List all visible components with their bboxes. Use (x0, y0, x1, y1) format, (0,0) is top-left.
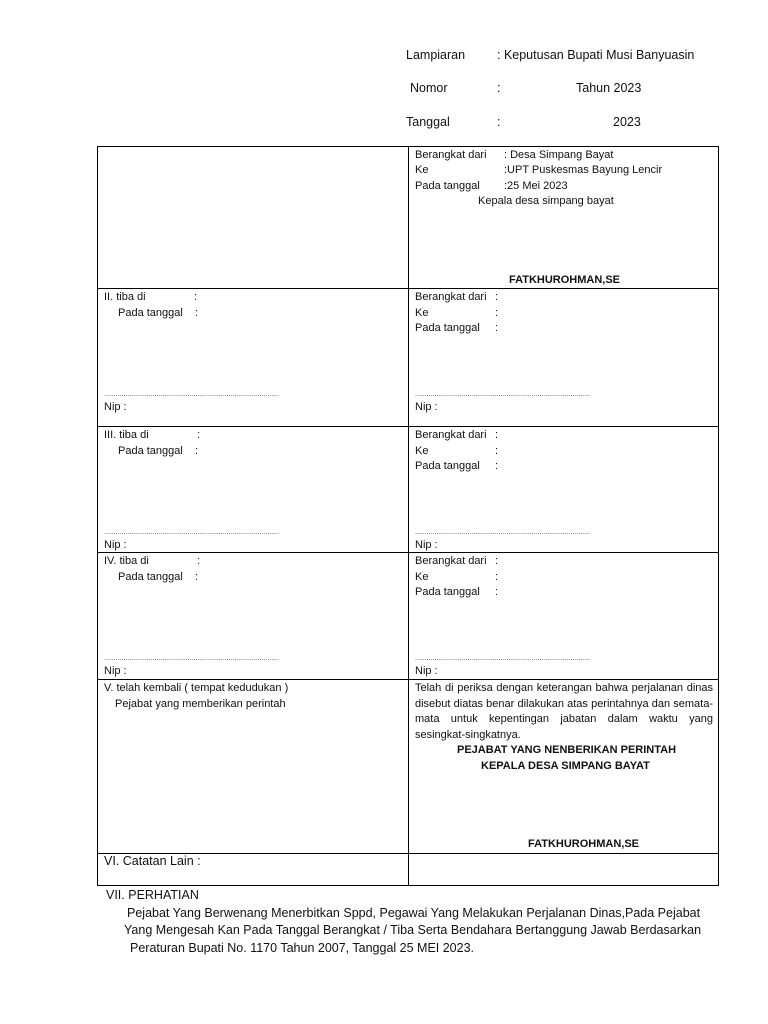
nip-label: Nip : (415, 665, 438, 677)
stop-iii-left-cell (98, 427, 409, 553)
stop-iv-right-cell (409, 553, 718, 680)
berangkat-label: Berangkat dari (415, 149, 487, 161)
stop-ii-left-cell (98, 289, 409, 427)
tiba-di-colon: : (197, 555, 201, 567)
lampiran-label: Lampiaran (406, 48, 466, 62)
pada-tanggal-colon: : (495, 322, 499, 334)
signature-line: .......................................................................................... (104, 655, 280, 662)
tiba-di-label: II. tiba di (104, 291, 146, 303)
signature-line: .......................................................................................... (104, 529, 280, 536)
ke-colon: : (495, 571, 499, 583)
section-vi-right-cell (409, 854, 718, 885)
authority-title: PEJABAT YANG NENBERIKAN PERINTAH (457, 744, 677, 756)
tanggal-label: Tanggal (406, 115, 450, 129)
ke-label: Ke (415, 307, 429, 319)
nomor-label: Nomor (410, 81, 448, 95)
row1-left-cell (98, 147, 409, 289)
perhatian-line-2: Yang Mengesah Kan Pada Tanggal Berangkat / Tiba Serta Bendahara Bertanggung Jawab Berdasarkan (124, 923, 702, 937)
tanggal-value: 2023 (613, 115, 641, 129)
tiba-di-colon: : (197, 429, 201, 441)
pada-tanggal-label: Pada tanggal (415, 180, 480, 192)
row1-right-cell (409, 147, 718, 289)
pejabat-label: Pejabat yang memberikan perintah (115, 698, 286, 710)
telah-kembali-label: V. telah kembali ( tempat kedudukan ) (104, 682, 289, 694)
section-vi-left-cell (98, 854, 409, 885)
pada-tanggal-colon: : (495, 460, 499, 472)
pada-tanggal-label: Pada tanggal (415, 460, 480, 472)
berangkat-colon: : (495, 429, 499, 441)
ke-colon: : (495, 445, 499, 457)
signature-line: .......................................................................................... (415, 529, 591, 536)
stop-ii-right-cell (409, 289, 718, 427)
signature-line: .......................................................................................... (104, 391, 280, 398)
ke-label: Ke (415, 164, 429, 176)
perhatian-line-3: Peraturan Bupati No. 1170 Tahun 2007, Tanggal 25 MEI 2023. (130, 941, 475, 955)
pada-tanggal-colon: : (195, 307, 199, 319)
tanggal-colon: : (497, 115, 501, 129)
signature-line: .......................................................................................... (415, 391, 591, 398)
perhatian-heading: VII. PERHATIAN (106, 888, 199, 902)
catatan-lain-label: VI. Catatan Lain : (104, 854, 201, 868)
section-v-left-cell (98, 680, 409, 854)
ke-colon: : (495, 307, 499, 319)
verification-statement: Telah di periksa dengan keterangan bahwa perjalanan dinas disebut diatas benar dilakukan atas perintahnya dan semata-mata untuk kepentingan jabatan dalam waktu yang sesingkat-singkatnya. (415, 682, 713, 741)
section-v-right-cell (409, 680, 718, 854)
nomor-colon: : (497, 81, 501, 95)
pada-tanggal-value: :25 Mei 2023 (504, 180, 568, 192)
nip-label: Nip : (415, 401, 438, 413)
travel-table (97, 146, 719, 886)
berangkat-label: Berangkat dari (415, 291, 487, 303)
perhatian-line-1: Pejabat Yang Berwenang Menerbitkan Sppd, Pegawai Yang Melakukan Perjalanan Dinas,Pada Pejabat (127, 906, 701, 920)
nip-label: Nip : (415, 539, 438, 551)
pada-tanggal-label: Pada tanggal (118, 307, 183, 319)
official-title: Kepala desa simpang bayat (478, 195, 614, 207)
ke-label: Ke (415, 445, 429, 457)
ke-value: :UPT Puskesmas Bayung Lencir (504, 164, 663, 176)
pada-tanggal-label: Pada tanggal (415, 322, 480, 334)
nip-label: Nip : (104, 401, 127, 413)
pada-tanggal-label: Pada tanggal (118, 445, 183, 457)
tiba-di-label: III. tiba di (104, 429, 149, 441)
nomor-value: Tahun 2023 (576, 81, 642, 95)
stop-iii-right-cell (409, 427, 718, 553)
nip-label: Nip : (104, 539, 127, 551)
pada-tanggal-colon: : (195, 571, 199, 583)
signer-name: FATKHUROHMAN,SE (528, 838, 640, 850)
berangkat-label: Berangkat dari (415, 429, 487, 441)
tiba-di-colon: : (194, 291, 198, 303)
pada-tanggal-colon: : (195, 445, 199, 457)
pada-tanggal-colon: : (495, 586, 499, 598)
tiba-di-label: IV. tiba di (104, 555, 149, 567)
nip-label: Nip : (104, 665, 127, 677)
signature-line: .......................................................................................... (415, 655, 591, 662)
berangkat-value: : Desa Simpang Bayat (504, 149, 614, 161)
ke-label: Ke (415, 571, 429, 583)
signer-name: FATKHUROHMAN,SE (509, 274, 621, 286)
pada-tanggal-label: Pada tanggal (118, 571, 183, 583)
lampiran-value: : Keputusan Bupati Musi Banyuasin (497, 48, 695, 62)
berangkat-colon: : (495, 555, 499, 567)
authority-office: KEPALA DESA SIMPANG BAYAT (481, 760, 650, 772)
berangkat-label: Berangkat dari (415, 555, 487, 567)
berangkat-colon: : (495, 291, 499, 303)
stop-iv-left-cell (98, 553, 409, 680)
pada-tanggal-label: Pada tanggal (415, 586, 480, 598)
